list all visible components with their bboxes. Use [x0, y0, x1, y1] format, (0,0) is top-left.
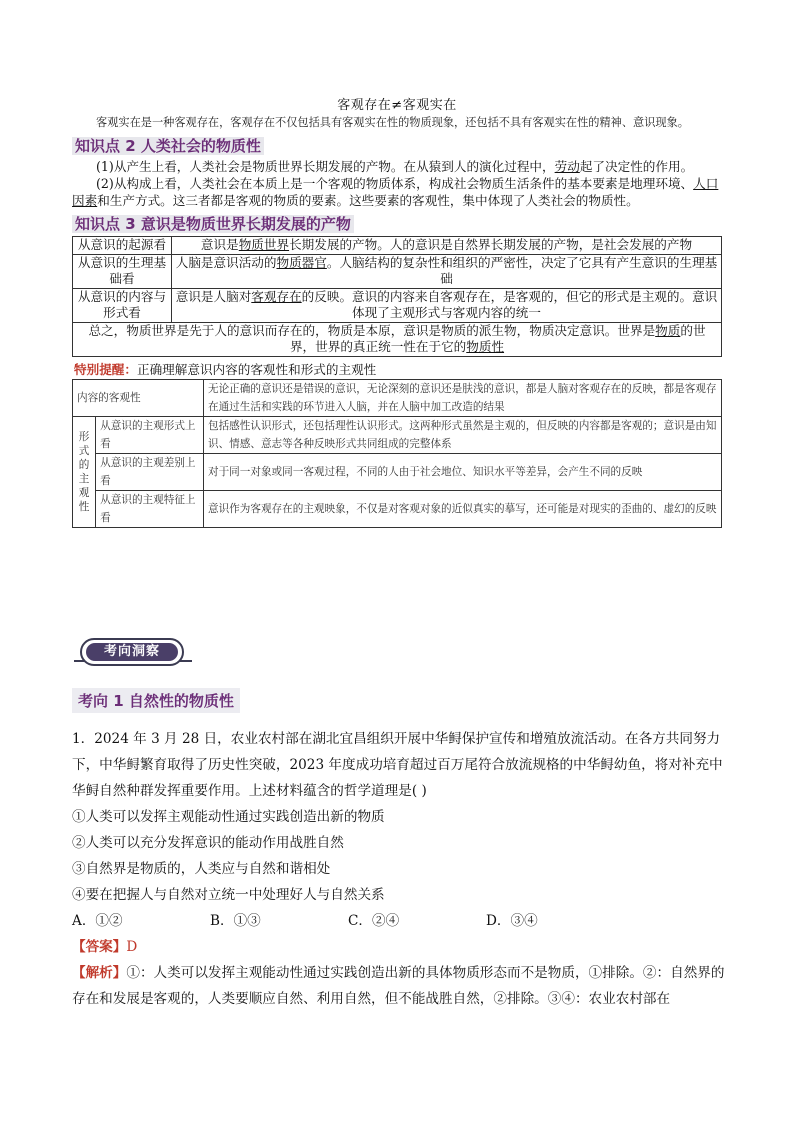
concept-title: 客观存在≠客观实在: [337, 98, 457, 113]
question-options: [72, 908, 726, 934]
row-text: 包括感性认识形式，还包括理性认识形式。这两种形式虽然是主观的，但反映的内容都是客观的；意识是由知识、情感、意志等各种反映形式共同组成的完整体系: [204, 416, 722, 453]
table-row: [73, 453, 722, 490]
table-row: [73, 322, 722, 356]
answer-value: D: [126, 939, 138, 955]
question-item: ④要在把握人与自然对立统一中处理好人与自然关系: [72, 887, 385, 903]
text: 总之，物质世界是先于人的意识而存在的，物质是本原，意识是物质的派生物，物质决定意识。世界是: [88, 322, 656, 338]
question-block: [72, 726, 726, 1012]
document-page: [72, 94, 722, 528]
kp2-title: 知识点 2 人类社会的物质性: [72, 137, 264, 155]
text: 长期发展的产物。人的意识是自然界长期发展的产物，是社会发展的产物: [289, 237, 693, 252]
kp3-heading: [72, 213, 722, 234]
analysis-label: 【解析】: [72, 965, 127, 981]
option-d: D．③④: [486, 913, 538, 929]
table-row: [73, 237, 722, 255]
section-badge: [74, 634, 192, 674]
concept-note: 客观实在是一种客观存在，客观存在不仅包括具有客观实在性的物质现象，还包括不具有客观实在性的精神、意识现象。: [96, 116, 689, 129]
text: 的世界，世界的真正统一性在于它的: [289, 322, 706, 354]
row-label: 从意识的主观形式上看: [96, 416, 204, 453]
row-content: [172, 237, 722, 255]
row-content: [172, 254, 722, 288]
side-label: 形式的主观性: [73, 416, 96, 527]
underlined-term: 物质性: [466, 339, 505, 354]
table-row: [73, 254, 722, 288]
underlined-term: 物质器官: [276, 254, 327, 270]
option-c: C．②④: [348, 913, 400, 929]
table-row: [73, 416, 722, 453]
analysis-text: ①：人类可以发挥主观能动性通过实践创造出新的具体物质形态而不是物质，①排除。②：自然界的存在和发展是客观的，人类要顺应自然、利用自然，但不能战胜自然，②排除。③④：农业农村部在: [72, 965, 725, 1007]
answer-label: 【答案】: [72, 939, 127, 955]
row-content: [172, 288, 722, 322]
underlined-term: 劳动: [554, 159, 580, 174]
table-row: [73, 288, 722, 322]
content-text: 无论正确的意识还是错误的意识，无论深刻的意识还是肤浅的意识，都是人脑对客观存在的反映，都是客观存在通过生活和实践的环节进入人脑，并在人脑中加工改造的结果: [204, 379, 722, 416]
question-item: ②人类可以充分发挥意识的能动作用战胜自然: [72, 835, 344, 851]
text: 的反映。意识的内容来自客观存在，是客观的，但它的形式是主观的。意识体现了主观形式与客观内容的统一: [301, 288, 718, 320]
content-label: 内容的客观性: [73, 379, 204, 416]
question-item: ③自然界是物质的，人类应与自然和谐相处: [72, 861, 331, 877]
text: 意识是人脑对: [175, 288, 252, 304]
text: (1)从产生上看，人类社会是物质世界长期发展的产物。在从猿到人的演化过程中，: [96, 159, 555, 174]
reminder-text: 正确理解意识内容的客观性和形式的主观性: [136, 361, 377, 377]
underlined-term: 物质世界: [238, 237, 290, 252]
table-row: [73, 490, 722, 527]
row-text: 对于同一对象或同一客观过程，不同的人由于社会地位、知识水平等差异，会产生不同的反映: [204, 453, 722, 490]
underlined-term: 客观存在: [251, 288, 302, 304]
answer-line: [72, 934, 726, 960]
option-a: A．①②: [72, 913, 123, 929]
row-label: 从意识的主观差别上看: [96, 453, 204, 490]
summary-cell: [73, 322, 722, 356]
table-row: [73, 379, 722, 416]
badge-frame: [80, 638, 184, 666]
text: 起了决定性的作用。: [579, 159, 694, 174]
kp2-paragraph-2: [72, 175, 722, 209]
row-text: 意识作为客观存在的主观映象，不仅是对客观对象的近似真实的摹写，还可能是对现实的歪曲的、虚幻的反映: [204, 490, 722, 527]
question-item: ①人类可以发挥主观能动性通过实践创造出新的物质: [72, 809, 385, 825]
text: 。人脑结构的复杂性和组织的严密性，决定了它具有产生意识的生理基础: [326, 254, 718, 286]
row-label: 从意识的主观特征上看: [96, 490, 204, 527]
underlined-term: 物质: [655, 322, 681, 338]
special-reminder: [74, 359, 722, 378]
text: 意识是: [200, 237, 239, 252]
underlined-term: 人口因素: [72, 176, 719, 208]
text: 人脑是意识活动的: [175, 254, 277, 270]
kp2-paragraph-1: [72, 158, 722, 175]
row-label: 从意识的起源看: [73, 237, 172, 255]
question-stem: 1．2024 年 3 月 28 日，农业农村部在湖北宜昌组织开展中华鲟保护宣传和增殖放流活动。在各方共同努力下，中华鲟繁育取得了历史性突破，2023 年度成功培育超过百万尾符合放流规格的中华鲟幼鱼，将对补充中华鲟自然种群发挥重要作用。上述材料蕴含的哲学道理是( ): [72, 731, 723, 799]
text: (2)从构成上看，人类社会在本质上是一个客观的物质体系，构成社会物质生活条件的基本要素是地理环境、: [96, 176, 694, 191]
consciousness-table: [72, 379, 722, 528]
kp3-table: [72, 236, 722, 357]
option-b: B．①③: [210, 913, 261, 929]
analysis: [72, 960, 726, 1012]
text: 和生产方式。这三者都是客观的物质的要素。这些要素的客观性，集中体现了人类社会的物质性。: [97, 193, 639, 208]
direction-heading: 考向 1 自然性的物质性: [72, 688, 240, 713]
badge-label: 考向洞察: [86, 643, 178, 661]
kp2-heading: [72, 135, 722, 156]
row-label: 从意识的内容与形式看: [73, 288, 172, 322]
kp3-title: 知识点 3 意识是物质世界长期发展的产物: [72, 215, 354, 233]
reminder-label: 特别提醒：: [74, 361, 137, 377]
row-label: 从意识的生理基础看: [73, 254, 172, 288]
